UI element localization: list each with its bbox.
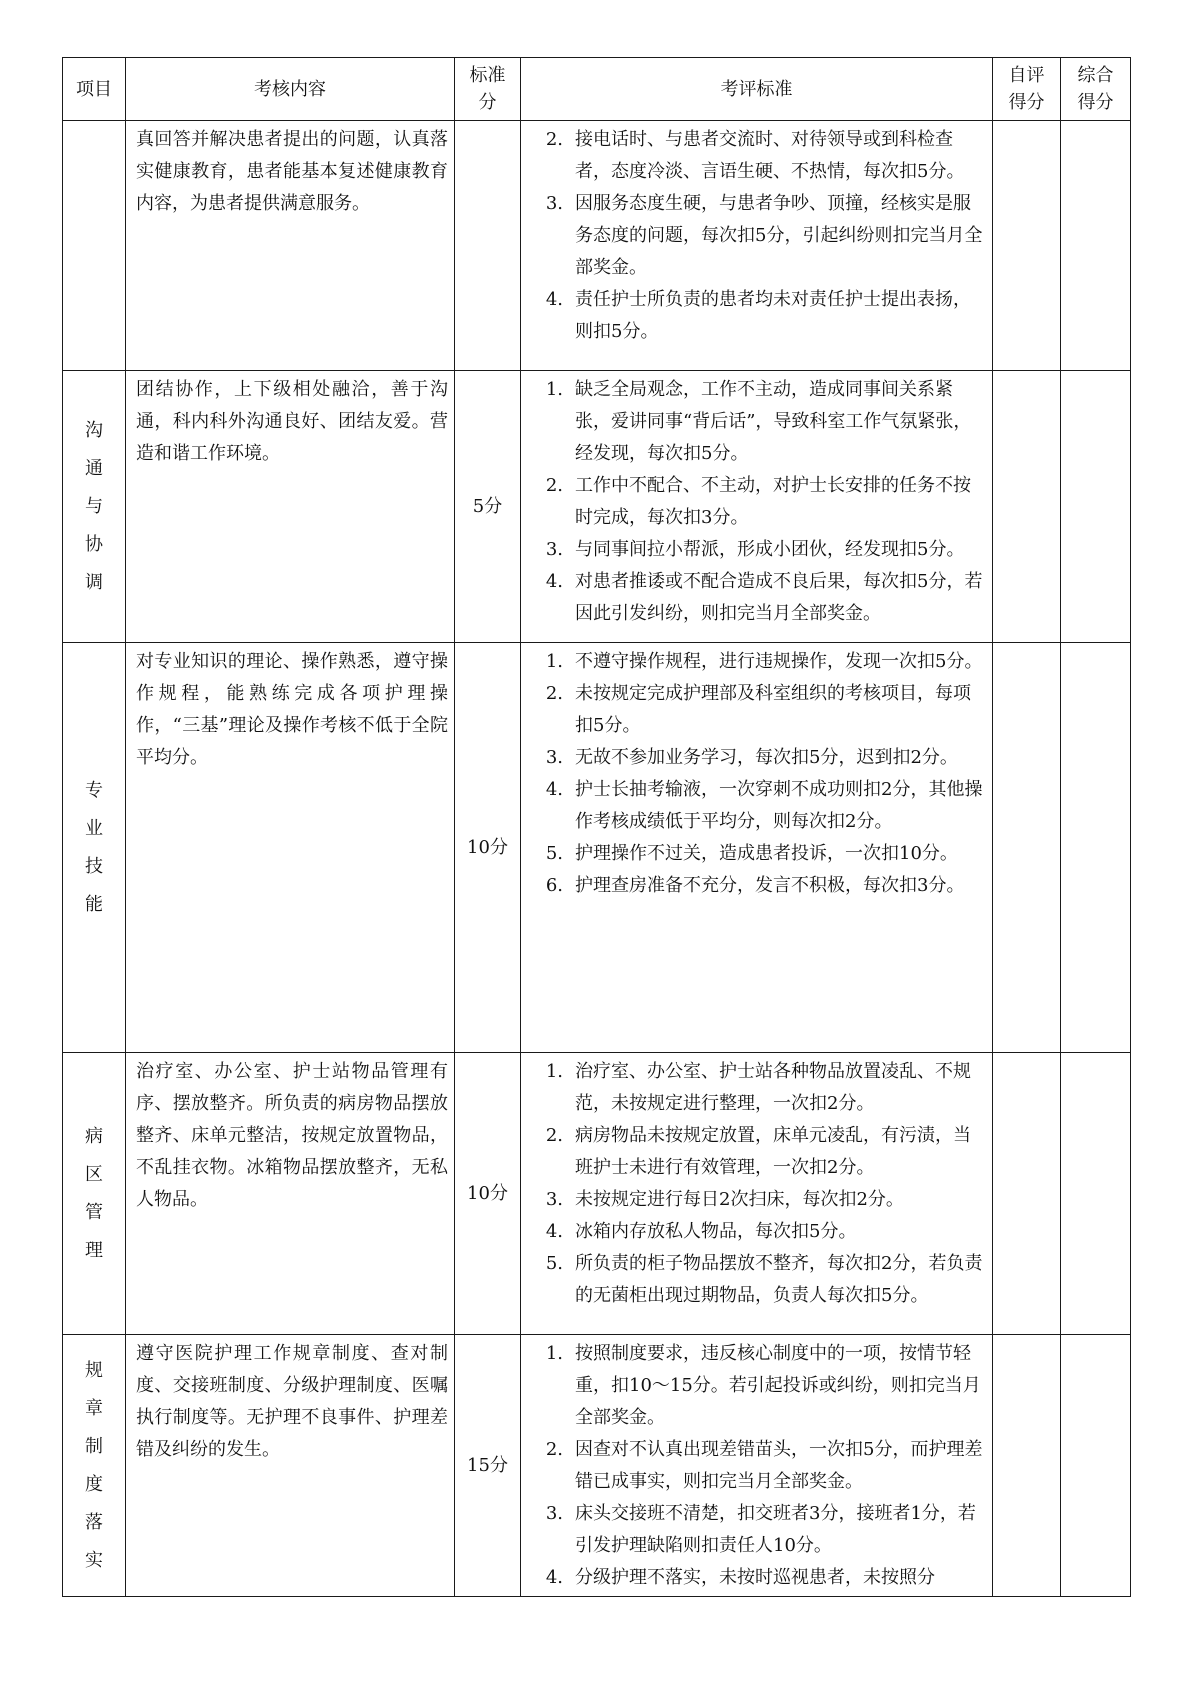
criteria-number: 4. [545,289,563,310]
criteria-item [521,566,986,630]
criteria-item [521,188,986,284]
row-content-text: 团结协作，上下级相处融洽，善于沟通，科内科外沟通良好、团结友爱。营造和谐工作环境。 [136,379,448,464]
criteria-text: 冰箱内存放私人物品，每次扣5分。 [575,1221,857,1242]
header-total-score: 综合得分 [1061,58,1131,121]
criteria-item [521,646,986,678]
criteria-item [521,374,986,470]
criteria-item [521,1562,986,1594]
row-item-label: 规章制度落实 [63,1335,126,1597]
criteria-item [521,1184,986,1216]
self-score-input-cell[interactable] [993,643,1061,1053]
row-content-text: 治疗室、办公室、护士站物品管理有序、摆放整齐。所负责的病房物品摆放整齐、床单元整洁，按规定放置物品，不乱挂衣物。冰箱物品摆放整齐，无私人物品。 [136,1061,448,1210]
criteria-number: 1. [545,379,563,400]
table-row [63,1335,1131,1597]
total-score-input-cell[interactable] [1061,1053,1131,1335]
row-criteria-cell [521,1335,993,1597]
table-row [63,643,1131,1053]
criteria-item [521,742,986,774]
criteria-item [521,1434,986,1498]
criteria-number: 1. [545,1061,563,1082]
self-score-input-cell[interactable] [993,371,1061,643]
total-score-input-cell[interactable] [1061,1335,1131,1597]
criteria-number: 4. [545,1221,563,1242]
row-standard-score: 10分 [455,643,521,1053]
row-criteria-cell [521,371,993,643]
table-row [63,121,1131,371]
criteria-item [521,470,986,534]
criteria-number: 3. [545,747,563,768]
criteria-item [521,124,986,188]
row-item-label: 专业技能 [63,643,126,1053]
criteria-text: 所负责的柜子物品摆放不整齐，每次扣2分，若负责的无菌柜出现过期物品，负责人每次扣5分。 [575,1253,983,1306]
criteria-text: 未按规定完成护理部及科室组织的考核项目，每项扣5分。 [575,683,971,736]
criteria-number: 6. [545,875,563,896]
self-score-input-cell[interactable] [993,121,1061,371]
criteria-text: 与同事间拉小帮派，形成小团伙，经发现扣5分。 [575,539,965,560]
criteria-item [521,1120,986,1184]
criteria-number: 2. [545,683,563,704]
criteria-item [521,774,986,838]
criteria-text: 因服务态度生硬，与患者争吵、顶撞，经核实是服务态度的问题，每次扣5分，引起纠纷则扣完当月全部奖金。 [575,193,983,278]
criteria-number: 1. [545,651,563,672]
row-standard-score [455,121,521,371]
row-content-text: 对专业知识的理论、操作熟悉，遵守操作规程，能熟练完成各项护理操作，“三基”理论及操作考核不低于全院平均分。 [136,651,448,768]
criteria-text: 因查对不认真出现差错苗头，一次扣5分，而护理差错已成事实，则扣完当月全部奖金。 [575,1439,983,1492]
assessment-table [62,57,1131,1597]
criteria-text: 未按规定进行每日2次扫床，每次扣2分。 [575,1189,904,1210]
row-content-text: 遵守医院护理工作规章制度、查对制度、交接班制度、分级护理制度、医嘱执行制度等。无护理不良事件、护理差错及纠纷的发生。 [136,1343,448,1460]
header-standard-score: 标准分 [455,58,521,121]
row-item-label: 病区管理 [63,1053,126,1335]
total-score-input-cell[interactable] [1061,643,1131,1053]
total-score-input-cell[interactable] [1061,371,1131,643]
criteria-text: 按照制度要求，违反核心制度中的一项，按情节轻重，扣10～15分。若引起投诉或纠纷，则扣完当月全部奖金。 [575,1343,981,1428]
criteria-text: 工作中不配合、不主动，对护士长安排的任务不按时完成，每次扣3分。 [575,475,971,528]
criteria-number: 2. [545,1439,563,1460]
row-item-label: 沟通与协调 [63,371,126,643]
row-content-cell [126,1053,455,1335]
table-row [63,1053,1131,1335]
row-item-label [63,121,126,371]
criteria-text: 分级护理不落实，未按时巡视患者，未按照分 [575,1567,935,1588]
total-score-input-cell[interactable] [1061,121,1131,371]
criteria-number: 5. [545,843,563,864]
criteria-item [521,1056,986,1120]
criteria-number: 3. [545,1503,563,1524]
criteria-text: 对患者推诿或不配合造成不良后果，每次扣5分，若因此引发纠纷，则扣完当月全部奖金。 [575,571,983,624]
table-row [63,371,1131,643]
row-content-cell [126,1335,455,1597]
criteria-item [521,1498,986,1562]
assessment-sheet [62,57,1130,1597]
criteria-text: 治疗室、办公室、护士站各种物品放置凌乱、不规范，未按规定进行整理，一次扣2分。 [575,1061,971,1114]
criteria-text: 病房物品未按规定放置，床单元凌乱，有污渍，当班护士未进行有效管理，一次扣2分。 [575,1125,971,1178]
header-self-score: 自评得分 [993,58,1061,121]
row-standard-score: 15分 [455,1335,521,1597]
criteria-text: 护理查房准备不充分，发言不积极，每次扣3分。 [575,875,965,896]
row-criteria-cell [521,1053,993,1335]
header-content: 考核内容 [126,58,455,121]
criteria-text: 不遵守操作规程，进行违规操作，发现一次扣5分。 [575,651,983,672]
criteria-number: 4. [545,1567,563,1588]
row-content-cell [126,371,455,643]
row-criteria-cell [521,643,993,1053]
criteria-text: 护理操作不过关，造成患者投诉，一次扣10分。 [575,843,958,864]
criteria-number: 3. [545,539,563,560]
criteria-item [521,1248,986,1312]
criteria-number: 2. [545,475,563,496]
criteria-item [521,838,986,870]
criteria-item [521,284,986,348]
row-content-text: 真回答并解决患者提出的问题，认真落实健康教育，患者能基本复述健康教育内容，为患者提供满意服务。 [136,129,448,214]
criteria-text: 接电话时、与患者交流时、对待领导或到科检查者，态度冷淡、言语生硬、不热情，每次扣5分。 [575,129,965,182]
criteria-item [521,534,986,566]
header-item: 项目 [63,58,126,121]
criteria-number: 5. [545,1253,563,1274]
row-content-cell [126,121,455,371]
row-criteria-cell [521,121,993,371]
criteria-number: 2. [545,1125,563,1146]
criteria-item [521,678,986,742]
criteria-number: 1. [545,1343,563,1364]
header-criteria: 考评标准 [521,58,993,121]
criteria-number: 2. [545,129,563,150]
row-content-cell [126,643,455,1053]
self-score-input-cell[interactable] [993,1335,1061,1597]
criteria-number: 3. [545,193,563,214]
criteria-number: 4. [545,571,563,592]
criteria-item [521,870,986,902]
criteria-text: 护士长抽考输液，一次穿刺不成功则扣2分，其他操作考核成绩低于平均分，则每次扣2分。 [575,779,983,832]
criteria-text: 缺乏全局观念，工作不主动，造成同事间关系紧张，爱讲同事“背后话”，导致科室工作气氛紧张，经发现，每次扣5分。 [575,379,972,464]
criteria-text: 无故不参加业务学习，每次扣5分，迟到扣2分。 [575,747,958,768]
row-standard-score: 5分 [455,371,521,643]
self-score-input-cell[interactable] [993,1053,1061,1335]
row-standard-score: 10分 [455,1053,521,1335]
criteria-number: 3. [545,1189,563,1210]
criteria-item [521,1338,986,1434]
table-header-row [63,58,1131,121]
criteria-text: 床头交接班不清楚，扣交班者3分，接班者1分，若引发护理缺陷则扣责任人10分。 [575,1503,976,1556]
criteria-number: 4. [545,779,563,800]
criteria-item [521,1216,986,1248]
criteria-text: 责任护士所负责的患者均未对责任护士提出表扬，则扣5分。 [575,289,971,342]
